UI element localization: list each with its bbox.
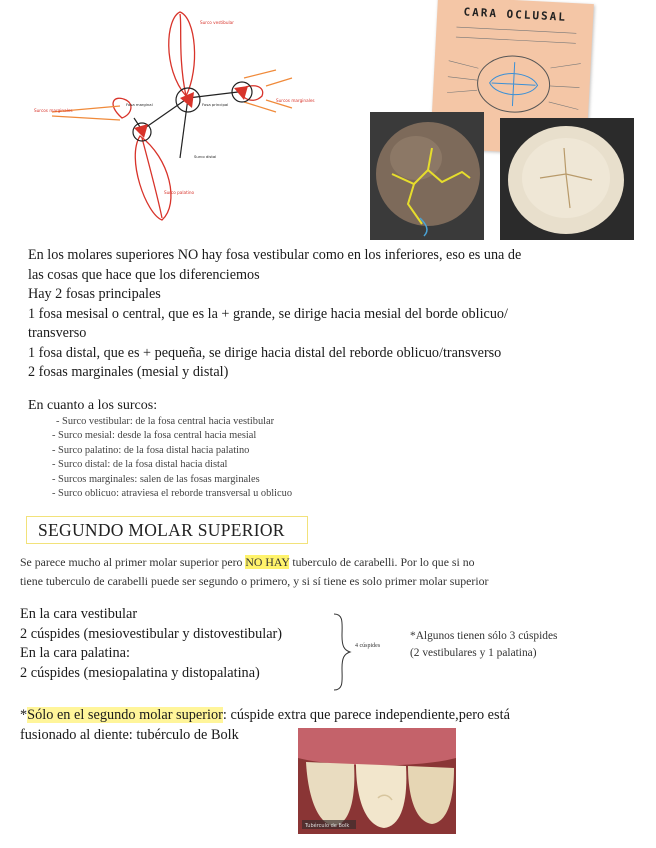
curly-brace <box>330 612 352 692</box>
cusps-note <box>410 628 557 662</box>
photo-caption: Tubérculo de Bolk <box>305 823 350 829</box>
text-line: las cosas que hace que los diferenciemos <box>28 266 260 283</box>
section-heading: SEGUNDO MOLAR SUPERIOR <box>38 520 285 540</box>
text-line <box>20 553 488 572</box>
text-line: *Algunos tienen sólo 3 cúspides <box>410 630 558 642</box>
cusps-list <box>20 605 282 683</box>
intro-text: Se parece mucho al primer molar superior pero <box>20 555 246 569</box>
label-surco-distal: Surco distal <box>194 154 217 159</box>
text-line: En los molares superiores NO hay fosa vestibular como en los inferiores, eso es una de <box>28 247 522 263</box>
text-line: 2 cúspides (mesiovestibular y distovestibular) <box>20 625 283 642</box>
text-line: fusionado al diente: tubérculo de Bolk <box>20 726 239 743</box>
text-line: transverso <box>28 325 87 341</box>
brace-note: 4 cúspides <box>355 643 381 649</box>
text-line: 1 fosa distal, que es + pequeña, se dirige hacia distal del reborde oblicuo/transverso <box>28 344 502 361</box>
label-surco-vestibular: Surco vestibular <box>200 20 234 25</box>
label-fosa-principal: Fosa principal <box>202 102 229 107</box>
occlusal-groove-diagram <box>30 8 315 230</box>
list-item: - Surcos marginales: salen de las fosas marginales <box>52 473 260 485</box>
text-line: 1 fosa mesisal o central, que es la + grande, se dirige hacia mesial del borde oblicuo/ <box>28 305 508 322</box>
molar-grooves-photo <box>370 112 484 240</box>
text-line: En la cara palatina: <box>20 645 130 662</box>
list-item: - Surco palatino: de la fosa distal hacia palatino <box>52 444 250 456</box>
text-line: tiene tuberculo de carabelli puede ser segundo o primero, y si sí tiene es solo primer molar superior <box>20 574 489 588</box>
text-line: (2 vestibulares y 1 palatina) <box>410 647 537 659</box>
text-line: 2 fosas marginales (mesial y distal) <box>28 364 229 380</box>
intro-text: tuberculo de carabelli. Por lo que si no <box>289 555 475 569</box>
text-line: En la cara vestibular <box>20 606 138 622</box>
surcos-list <box>52 415 292 501</box>
fosas-paragraph <box>28 246 638 383</box>
text-line: Hay 2 fosas principales <box>28 286 161 302</box>
list-item: - Surco mesial: desde la fosa central hacia mesial <box>52 430 257 442</box>
bolk-text: : cúspide extra que parece independiente,pero está <box>222 707 510 723</box>
asterisk: * <box>20 707 28 723</box>
list-item: - Surco oblicuo: atraviesa el reborde transversal u oblicuo <box>52 488 293 500</box>
card-title: CARA OCLUSAL <box>463 5 568 24</box>
bolk-highlight: Sólo en el segundo molar superior <box>27 707 223 723</box>
no-hay-highlight: NO HAY <box>245 555 290 569</box>
text-line <box>20 706 510 726</box>
text-line: 2 cúspides (mesiopalatina y distopalatina) <box>20 664 260 681</box>
intro-paragraph <box>20 553 488 591</box>
surcos-title: En cuanto a los surcos: <box>28 398 158 413</box>
teeth-photo <box>298 728 456 834</box>
list-item: - Surco distal: de la fosa distal hacia distal <box>52 459 228 471</box>
label-surco-palatino: Surco palatino <box>164 190 195 195</box>
list-item: - Surco vestibular: de la fosa central hacia vestibular <box>56 416 275 427</box>
label-surcos-marginales-right: Surcos marginales <box>276 98 315 103</box>
molar-occlusal-photo <box>500 118 634 240</box>
label-fosa-marginal: Fosa marginal <box>126 102 153 107</box>
label-surcos-marginales-left: Surcos marginales <box>34 108 73 113</box>
